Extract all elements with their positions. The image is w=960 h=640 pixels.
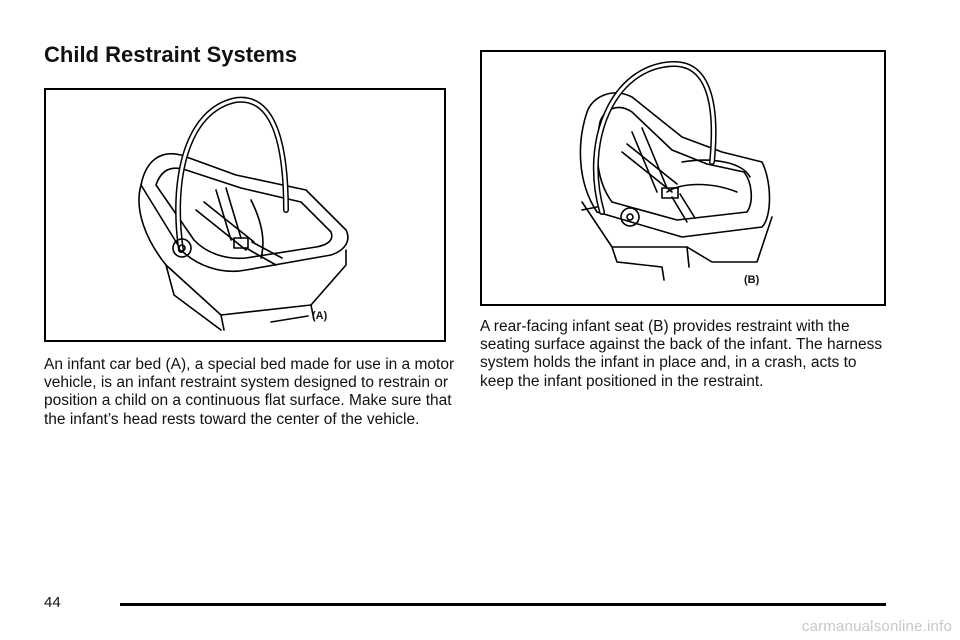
footer-rule [120,603,886,606]
figure-rear-facing-infant-seat [480,50,886,306]
rear-facing-infant-seat-illustration [482,52,884,304]
figure-label-b: (B) [744,274,760,286]
paragraph-infant-car-bed: An infant car bed (A), a special bed made for use in a motor vehicle, is an infant restraint system designed to restrain or position a child on a continuous flat surface. Make sure that the infant’s head rests toward the center of the vehicle. [44,356,455,428]
page-number: 44 [44,594,61,611]
paragraph-rear-facing-seat: A rear-facing infant seat (B) provides restraint with the seating surface against the back of the infant. The harness system holds the infant in place and, in a crash, acts to keep the infant positioned in the restraint. [480,318,883,390]
infant-car-bed-illustration [46,90,444,340]
watermark: carmanualsonline.info [801,618,952,635]
page-title: Child Restraint Systems [44,42,298,67]
figure-infant-car-bed [44,88,446,342]
figure-label-a: (A) [312,310,328,322]
